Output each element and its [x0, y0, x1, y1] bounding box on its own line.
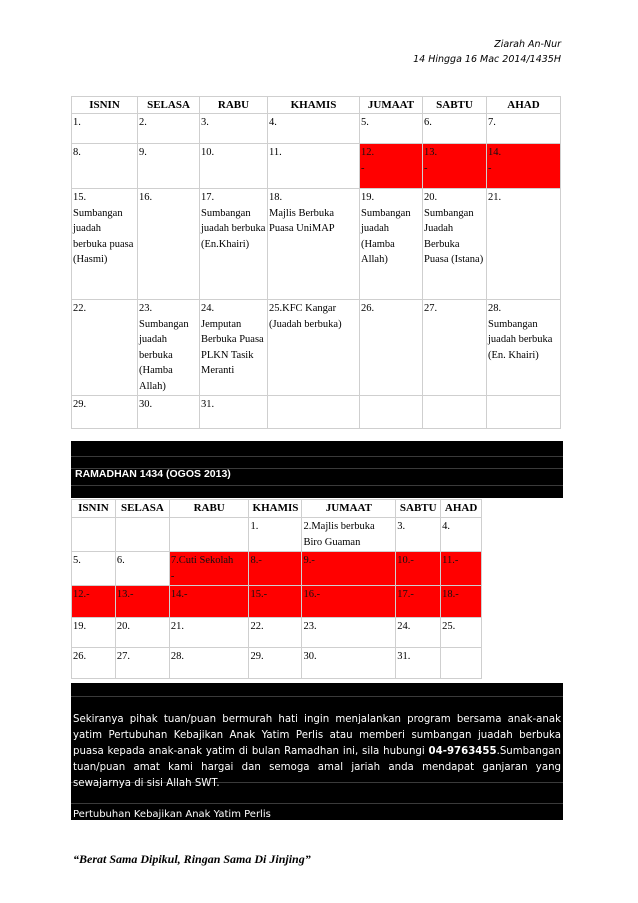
calendar-day-cell: 29. [249, 648, 302, 679]
calendar-day-cell: 5. [72, 552, 116, 586]
calendar-day-cell: 31. [396, 648, 441, 679]
calendar-day-cell: 4. [441, 518, 482, 552]
calendar-day-cell: 18.- [441, 586, 482, 618]
calendar-day-cell: 23. [302, 618, 396, 648]
calendar-header-row [72, 500, 482, 518]
calendar-day-cell: 8. [72, 144, 138, 189]
calendar-day-cell: 18. Majlis Berbuka Puasa UniMAP [268, 189, 360, 300]
calendar-day-cell: 13. - [423, 144, 487, 189]
calendar-day-cell: 24. [396, 618, 441, 648]
calendar-day-cell: 23. Sumbangan juadah berbuka (Hamba Allah) [138, 300, 200, 396]
calendar-day-cell: 16. [138, 189, 200, 300]
calendar-header-row [72, 97, 561, 114]
calendar-week-row [72, 144, 561, 189]
footer-motto: “Berat Sama Dipikul, Ringan Sama Di Jinjing” [73, 852, 311, 866]
calendar-day-cell: 1. [249, 518, 302, 552]
calendar-day-cell: 22. [249, 618, 302, 648]
calendar-day-cell: 27. [115, 648, 169, 679]
calendar-day-cell: 3. [396, 518, 441, 552]
calendar-day-cell [360, 396, 423, 429]
calendar-day-cell: 3. [200, 114, 268, 144]
calendar-week-row [72, 518, 482, 552]
calendar-week-row [72, 648, 482, 679]
calendar-day-cell [487, 396, 561, 429]
calendar-day-cell: 29. [72, 396, 138, 429]
calendar-day-cell: 28. Sumbangan juadah berbuka (En. Khairi) [487, 300, 561, 396]
calendar-day-cell: 13.- [115, 586, 169, 618]
calendar-day-cell [423, 396, 487, 429]
organization-name: Pertubuhan Kebajikan Anak Yatim Perlis [73, 809, 271, 820]
document-title: Ziarah An-Nur [494, 39, 561, 50]
calendar-day-cell: 21. [487, 189, 561, 300]
calendar-day-cell [268, 396, 360, 429]
day-header: ISNIN [72, 97, 138, 114]
calendar-day-cell: 12. - [360, 144, 423, 189]
document-date: 14 Hingga 16 Mac 2014/1435H [413, 54, 561, 65]
day-header: SABTU [423, 97, 487, 114]
calendar-day-cell: 25.KFC Kangar (Juadah berbuka) [268, 300, 360, 396]
calendar-day-cell: 20. [115, 618, 169, 648]
calendar-day-cell: 14.- [169, 586, 249, 618]
day-header: KHAMIS [249, 500, 302, 518]
calendar-day-cell: 19. Sumbangan juadah (Hamba Allah) [360, 189, 423, 300]
calendar-week-row [72, 618, 482, 648]
calendar-day-cell: 11.- [441, 552, 482, 586]
day-header: RABU [169, 500, 249, 518]
calendar-day-cell: 30. [302, 648, 396, 679]
ramadhan-title: RAMADHAN 1434 (OGOS 2013) [75, 468, 231, 480]
calendar-day-cell: 7. [487, 114, 561, 144]
calendar-day-cell: 5. [360, 114, 423, 144]
day-header: JUMAAT [302, 500, 396, 518]
calendar-day-cell: 8.- [249, 552, 302, 586]
day-header: AHAD [441, 500, 482, 518]
day-header: JUMAAT [360, 97, 423, 114]
calendar-day-cell: 30. [138, 396, 200, 429]
calendar-day-cell: 21. [169, 618, 249, 648]
calendar-week-row [72, 189, 561, 300]
calendar-day-cell: 12.- [72, 586, 116, 618]
calendar-day-cell [115, 518, 169, 552]
calendar-day-cell: 31. [200, 396, 268, 429]
calendar-week-row [72, 552, 482, 586]
calendar-day-cell: 1. [72, 114, 138, 144]
day-header: AHAD [487, 97, 561, 114]
calendar-day-cell: 22. [72, 300, 138, 396]
appeal-paragraph [73, 712, 561, 792]
calendar-day-cell: 4. [268, 114, 360, 144]
calendar-day-cell: 16.- [302, 586, 396, 618]
calendar-week-row [72, 396, 561, 429]
calendar-day-cell: 15.- [249, 586, 302, 618]
calendar-day-cell: 27. [423, 300, 487, 396]
calendar-day-cell: 25. [441, 618, 482, 648]
day-header: SELASA [115, 500, 169, 518]
calendar-day-cell [169, 518, 249, 552]
calendar-day-cell: 11. [268, 144, 360, 189]
calendar-day-cell: 19. [72, 618, 116, 648]
calendar-day-cell: 6. [115, 552, 169, 586]
calendar-day-cell: 2. [138, 114, 200, 144]
day-header: KHAMIS [268, 97, 360, 114]
calendar-day-cell: 9.- [302, 552, 396, 586]
day-header: ISNIN [72, 500, 116, 518]
calendar-day-cell: 28. [169, 648, 249, 679]
day-header: RABU [200, 97, 268, 114]
calendar-day-cell: 26. [360, 300, 423, 396]
calendar-day-cell: 15. Sumbangan juadah berbuka puasa (Hasmi) [72, 189, 138, 300]
calendar-day-cell: 2.Majlis berbuka Biro Guaman [302, 518, 396, 552]
appeal-text-end: .Sumbangan tuan/puan amat kami hargai dan semoga amal jariah anda mendapat ganjaran yang sewajarnya di sisi Allah SWT. [73, 746, 561, 789]
calendar-week-row [72, 114, 561, 144]
calendar-day-cell: 17.- [396, 586, 441, 618]
calendar-week-row [72, 586, 482, 618]
appeal-text: Sekiranya pihak tuan/puan bermurah hati ingin menjalankan program bersama anak-anak yatim Pertubuhan Kebajikan Anak Yatim Perlis atau memberi sumbangan juadah berbuka puasa kepada anak-anak yatim di bulan Ramadhan ini, sila hubungi [73, 714, 561, 757]
calendar-day-cell [441, 648, 482, 679]
calendar-day-cell [72, 518, 116, 552]
calendar-day-cell: 17. Sumbangan juadah berbuka (En.Khairi) [200, 189, 268, 300]
calendar-day-cell: 10.- [396, 552, 441, 586]
calendar-day-cell: 24. Jemputan Berbuka Puasa PLKN Tasik Meranti [200, 300, 268, 396]
calendar-march [71, 96, 561, 429]
calendar-day-cell: 26. [72, 648, 116, 679]
calendar-week-row [72, 300, 561, 396]
calendar-day-cell: 6. [423, 114, 487, 144]
calendar-day-cell: 9. [138, 144, 200, 189]
calendar-day-cell: 7.Cuti Sekolah - [169, 552, 249, 586]
phone-number: 04-9763455 [428, 746, 497, 757]
day-header: SABTU [396, 500, 441, 518]
calendar-day-cell: 14. - [487, 144, 561, 189]
calendar-day-cell: 10. [200, 144, 268, 189]
day-header: SELASA [138, 97, 200, 114]
calendar-ramadhan [71, 499, 482, 679]
calendar-day-cell: 20. Sumbangan Juadah Berbuka Puasa (Istana) [423, 189, 487, 300]
